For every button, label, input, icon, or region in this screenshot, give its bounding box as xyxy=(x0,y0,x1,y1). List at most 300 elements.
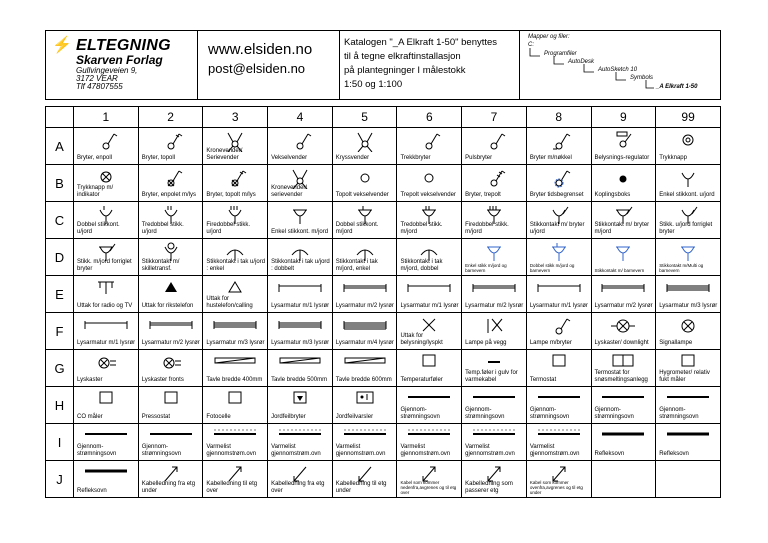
symbol-cell[interactable] xyxy=(591,276,656,313)
symbol-label: Lysarmatur m/2 lysrør xyxy=(594,303,653,309)
symbol-cell[interactable] xyxy=(138,387,203,424)
symbol-cell-content xyxy=(592,387,656,423)
symbol-cell[interactable] xyxy=(397,165,462,202)
symbol-cell-content xyxy=(268,202,332,238)
catalog-block xyxy=(340,31,520,99)
symbol-label: Stikkontakt m/Multi og barnevern xyxy=(659,263,704,273)
symbol-label: Fotocelle xyxy=(206,414,231,420)
symbol-cell[interactable] xyxy=(74,387,139,424)
symbol-cell[interactable] xyxy=(462,350,527,387)
symbol-cell[interactable] xyxy=(138,128,203,165)
symbol-cell-content xyxy=(74,128,138,164)
symbol-cell-content xyxy=(333,461,397,497)
symbol-cell-content xyxy=(139,202,203,238)
symbol-label: Uttak for rikstelefon xyxy=(141,303,194,309)
symbol-label: Gjennom-strømningsovn xyxy=(400,407,440,420)
symbol-cell[interactable] xyxy=(526,313,591,350)
symbol-label: Lampe på vegg xyxy=(465,340,507,346)
symbol-cell-content xyxy=(592,239,656,275)
symbol-cell-content xyxy=(592,276,656,312)
column-header: 4 xyxy=(268,107,333,128)
corner-cell xyxy=(46,107,74,128)
symbol-label: Kabelledning som passerer etg xyxy=(465,481,513,494)
symbol-cell-content xyxy=(74,239,138,275)
symbol-label: Lyskaster fronts xyxy=(141,377,184,383)
symbol-cell-content xyxy=(462,387,526,423)
symbol-cell-content xyxy=(203,350,267,386)
symbol-label: Enkel stikkont. m/jord xyxy=(271,229,329,235)
symbol-cell[interactable] xyxy=(397,387,462,424)
symbol-rows xyxy=(46,128,721,498)
symbol-cell-content xyxy=(656,313,720,349)
column-header: 6 xyxy=(397,107,462,128)
symbol-label: Enkel stikkont. u/jord xyxy=(659,192,715,198)
symbol-label: Lysarmatur m/1 lysrør xyxy=(271,303,330,309)
symbol-cell-content xyxy=(527,313,591,349)
address xyxy=(76,67,137,91)
symbol-cell[interactable] xyxy=(591,424,656,461)
symbol-cell-content xyxy=(592,461,656,497)
symbol-cell[interactable] xyxy=(74,424,139,461)
symbol-cell[interactable] xyxy=(138,313,203,350)
symbol-row xyxy=(46,313,721,350)
symbol-cell-content xyxy=(333,276,397,312)
symbol-label: Stikkontakt m/ barnevern xyxy=(594,268,645,273)
symbol-cell[interactable] xyxy=(203,202,268,239)
symbol-cell[interactable] xyxy=(138,202,203,239)
symbol-cell[interactable] xyxy=(591,313,656,350)
column-header: 5 xyxy=(332,107,397,128)
symbol-cell[interactable] xyxy=(332,350,397,387)
symbol-cell[interactable] xyxy=(397,239,462,276)
symbol-label: Bryter tidsbegrenset xyxy=(529,192,584,198)
symbol-label: Kabelledning til etg under xyxy=(335,481,387,494)
symbol-cell-content xyxy=(527,461,591,497)
symbol-cell[interactable] xyxy=(74,276,139,313)
symbol-cell[interactable] xyxy=(462,202,527,239)
symbol-cell-content xyxy=(139,387,203,423)
symbol-row xyxy=(46,461,721,498)
symbol-cell-content xyxy=(462,350,526,386)
symbol-cell-content xyxy=(139,128,203,164)
symbol-cell-content xyxy=(333,424,397,460)
symbol-cell[interactable] xyxy=(138,350,203,387)
symbol-label: Dobbel stikkont. u/jord xyxy=(77,222,120,235)
symbol-label: Tavle bredde 500mm xyxy=(271,377,328,383)
symbol-cell[interactable] xyxy=(591,202,656,239)
symbol-cell-content xyxy=(397,461,461,497)
symbol-cell[interactable] xyxy=(203,276,268,313)
symbol-label: Kabelledning fra etg over xyxy=(271,481,325,494)
folder-item: Symbols xyxy=(630,75,654,81)
symbol-cell-content xyxy=(203,276,267,312)
symbol-label: Uttak for hustelefon/calling xyxy=(206,296,253,309)
symbol-cell[interactable] xyxy=(268,239,333,276)
symbol-label: Kabel som kommer ovenfra,avgrenes og til etg under xyxy=(529,480,583,495)
symbol-label: Stikkontakt m/ skilletransf. xyxy=(141,259,180,272)
symbol-cell[interactable] xyxy=(74,461,139,498)
symbol-label: Varmelist gjennomstrøm.ovn xyxy=(271,444,321,457)
symbol-label: Dobbel stikkont. m/jord xyxy=(335,222,379,235)
folder-item: AutoDesk xyxy=(568,59,595,65)
symbol-cell[interactable] xyxy=(591,239,656,276)
symbol-cell[interactable] xyxy=(656,165,721,202)
symbol-cell-content xyxy=(268,461,332,497)
symbol-label: Stikkontakt i tak u/jord : enkel xyxy=(206,259,266,272)
symbol-cell[interactable] xyxy=(203,239,268,276)
symbol-cell-content xyxy=(333,313,397,349)
symbol-cell-content xyxy=(462,313,526,349)
symbol-label: Kryssvender xyxy=(335,155,370,161)
symbol-cell[interactable] xyxy=(74,202,139,239)
company-name: ELTEGNING xyxy=(76,37,171,54)
symbol-cell[interactable] xyxy=(268,387,333,424)
column-header-row xyxy=(46,107,721,128)
symbol-row xyxy=(46,165,721,202)
symbol-cell[interactable] xyxy=(397,313,462,350)
symbol-cell-content xyxy=(462,276,526,312)
symbol-label: Bryter, topoll xyxy=(141,155,176,161)
folder-title: Mapper og filer: xyxy=(528,34,570,40)
symbol-cell[interactable] xyxy=(332,239,397,276)
catalog-line: til å tegne elkraftinstallasjon xyxy=(344,51,461,62)
symbol-label: Hygrometer/ relativ fukt måler xyxy=(659,370,710,383)
symbol-label: Lysarmatur m/1 lysrør xyxy=(529,303,588,309)
symbol-cell-content xyxy=(397,387,461,423)
website-link[interactable]: www.elsiden.no xyxy=(208,41,313,58)
symbol-cell-content xyxy=(203,128,267,164)
symbol-label: Trepolt vekselvender xyxy=(400,192,456,198)
symbol-cell-content xyxy=(268,239,332,275)
symbol-cell-content xyxy=(397,350,461,386)
symbol-cell-content xyxy=(333,239,397,275)
symbol-cell[interactable] xyxy=(526,239,591,276)
symbol-label: Gjennom-strømningsovn xyxy=(77,444,117,457)
symbol-cell-content xyxy=(203,202,267,238)
symbol-cell[interactable] xyxy=(397,461,462,498)
symbol-cell[interactable] xyxy=(203,461,268,498)
row-header: B xyxy=(46,165,74,202)
symbol-cell[interactable] xyxy=(138,239,203,276)
symbol-label: CO måler xyxy=(77,414,103,420)
symbol-cell-content xyxy=(592,313,656,349)
symbol-cell[interactable] xyxy=(656,202,721,239)
symbol-cell-content xyxy=(527,202,591,238)
symbol-cell[interactable] xyxy=(462,128,527,165)
symbol-cell-content xyxy=(397,424,461,460)
symbol-label: Lyskaster xyxy=(77,377,103,383)
symbol-cell[interactable] xyxy=(203,424,268,461)
symbol-cell[interactable] xyxy=(526,128,591,165)
symbol-label: Belysnings-regulator xyxy=(594,155,650,161)
symbol-label: Temp.føler i gulv for varmekabel xyxy=(465,370,518,383)
symbol-cell[interactable] xyxy=(462,239,527,276)
symbol-label: Uttak for radio og TV xyxy=(77,303,133,309)
symbol-cell[interactable] xyxy=(591,128,656,165)
catalog-line: 1:50 og 1:100 xyxy=(344,79,403,90)
symbol-table xyxy=(45,106,721,498)
symbol-label: Signallampe xyxy=(659,340,693,346)
symbol-label: Stikkontakt m/ bryter u/jord xyxy=(529,222,585,235)
symbol-cell[interactable] xyxy=(138,165,203,202)
symbol-cell[interactable] xyxy=(138,424,203,461)
symbol-row xyxy=(46,387,721,424)
symbol-cell[interactable] xyxy=(138,276,203,313)
symbol-label: Dobbel stikk m/jord og barnevern xyxy=(529,263,575,273)
row-header: C xyxy=(46,202,74,239)
symbol-cell-content xyxy=(203,313,267,349)
symbol-cell-content xyxy=(656,202,720,238)
symbol-cell-content xyxy=(656,276,720,312)
symbol-cell[interactable] xyxy=(332,313,397,350)
symbol-cell[interactable] xyxy=(462,165,527,202)
symbol-cell-content xyxy=(333,165,397,201)
symbol-cell[interactable] xyxy=(74,165,139,202)
symbol-cell-content xyxy=(656,350,720,386)
symbol-cell[interactable] xyxy=(332,128,397,165)
symbol-cell[interactable] xyxy=(656,461,721,498)
symbol-cell-content xyxy=(656,128,720,164)
symbol-cell[interactable] xyxy=(203,128,268,165)
symbol-cell-content xyxy=(527,350,591,386)
symbol-cell[interactable] xyxy=(526,202,591,239)
column-header: 1 xyxy=(74,107,139,128)
symbol-cell-content xyxy=(527,165,591,201)
symbol-cell[interactable] xyxy=(397,424,462,461)
address-line: Gullvingeveien 9, xyxy=(76,66,138,75)
symbol-cell-content xyxy=(268,350,332,386)
symbol-cell-content xyxy=(397,202,461,238)
symbol-cell[interactable] xyxy=(591,461,656,498)
symbol-cell-content xyxy=(203,165,267,201)
symbol-cell-content xyxy=(527,387,591,423)
symbol-cell-content xyxy=(397,165,461,201)
symbol-label: Enkel stikk m/jord og barnevern xyxy=(465,263,507,273)
symbol-cell[interactable] xyxy=(656,424,721,461)
row-header: I xyxy=(46,424,74,461)
logo-block xyxy=(46,31,198,99)
folder-item: AutoSketch 10 xyxy=(598,67,638,73)
symbol-cell-content xyxy=(397,276,461,312)
symbol-label: Stikkontakt i tak m/jord, enkel xyxy=(335,259,378,272)
symbol-cell[interactable] xyxy=(268,350,333,387)
symbol-cell[interactable] xyxy=(656,128,721,165)
column-header: 9 xyxy=(591,107,656,128)
symbol-label: Lampe m/bryter xyxy=(529,340,572,346)
symbol-label: Pressostat xyxy=(141,414,171,420)
symbol-cell[interactable] xyxy=(203,165,268,202)
symbol-cell[interactable] xyxy=(591,165,656,202)
symbol-cell-content xyxy=(592,202,656,238)
symbol-label: Refleksovn xyxy=(594,451,625,457)
folder-item: _A Elkraft 1-50 xyxy=(656,84,698,90)
symbol-cell-content xyxy=(74,461,138,497)
symbol-cell[interactable] xyxy=(332,461,397,498)
symbol-cell[interactable] xyxy=(268,424,333,461)
symbol-label: Varmelist gjennomstrøm.ovn xyxy=(400,444,451,457)
symbol-cell[interactable] xyxy=(397,202,462,239)
symbol-label: Gjennom-strømningsovn xyxy=(465,407,505,420)
symbol-label: Uttak for belysning/lyspkt xyxy=(400,333,443,346)
symbol-cell[interactable] xyxy=(526,424,591,461)
symbol-label: Trekkbryter xyxy=(400,155,431,161)
symbol-label: Varmelist gjennomstrøm.ovn xyxy=(465,444,515,457)
row-header: G xyxy=(46,350,74,387)
column-header: 2 xyxy=(138,107,203,128)
column-header: 99 xyxy=(656,107,721,128)
symbol-cell[interactable] xyxy=(332,424,397,461)
symbol-label: Lyskaster/ downlight xyxy=(594,340,649,346)
symbol-cell[interactable] xyxy=(591,350,656,387)
symbol-cell-content xyxy=(139,165,203,201)
symbol-cell[interactable] xyxy=(268,461,333,498)
symbol-label: Lysarmatur m/3 lysrør xyxy=(659,303,718,309)
row-header: D xyxy=(46,239,74,276)
symbol-cell-content xyxy=(268,424,332,460)
symbol-cell[interactable] xyxy=(462,461,527,498)
symbol-cell-content xyxy=(592,350,656,386)
symbol-cell-content xyxy=(333,202,397,238)
symbol-label: Jordfeilbryter xyxy=(271,414,306,420)
symbol-cell[interactable] xyxy=(268,165,333,202)
symbol-cell-content xyxy=(527,276,591,312)
symbol-cell[interactable] xyxy=(397,276,462,313)
symbol-label: Lysarmatur m/1 lysrør xyxy=(400,303,459,309)
symbol-cell-content xyxy=(74,165,138,201)
symbol-label: Bryter m/nøkkel xyxy=(529,155,572,161)
symbol-cell[interactable] xyxy=(526,276,591,313)
publisher-name: Skarven Forlag xyxy=(76,53,163,67)
symbol-cell[interactable] xyxy=(526,165,591,202)
symbol-cell[interactable] xyxy=(656,350,721,387)
symbol-row xyxy=(46,239,721,276)
row-header: A xyxy=(46,128,74,165)
symbol-cell[interactable] xyxy=(462,276,527,313)
symbol-cell-content xyxy=(462,128,526,164)
symbol-row xyxy=(46,350,721,387)
symbol-cell-content xyxy=(74,202,138,238)
symbol-label: Trykknapp m/ indikator xyxy=(77,185,114,198)
symbol-label: Koplingsboks xyxy=(594,192,631,198)
symbol-row xyxy=(46,276,721,313)
row-header: H xyxy=(46,387,74,424)
symbol-cell-content xyxy=(592,128,656,164)
symbol-cell-content xyxy=(397,239,461,275)
column-header: 3 xyxy=(203,107,268,128)
symbol-cell-content xyxy=(139,239,203,275)
symbol-label: Termostat for snøsmeltingsanlegg xyxy=(594,370,648,383)
symbol-label: Varmelist gjennomstrøm.ovn xyxy=(206,444,257,457)
symbol-cell[interactable] xyxy=(656,313,721,350)
symbol-cell-content xyxy=(527,424,591,460)
symbol-label: Kabelledning fra etg under xyxy=(141,481,196,494)
symbol-label: Lysarmatur m/1 lysrør xyxy=(77,340,136,346)
symbol-cell-content xyxy=(592,424,656,460)
symbol-cell[interactable] xyxy=(462,387,527,424)
symbol-label: Stikkontakt m/ bryter m/jord xyxy=(594,222,650,235)
symbol-label: Firedobbel stikk. m/jord xyxy=(465,222,509,235)
symbol-cell[interactable] xyxy=(526,387,591,424)
symbol-cell[interactable] xyxy=(203,350,268,387)
symbol-cell[interactable] xyxy=(397,350,462,387)
symbol-cell-content xyxy=(203,424,267,460)
symbol-cell-content xyxy=(462,165,526,201)
symbol-label: Bryter, enpoll xyxy=(77,155,113,161)
symbol-cell-content xyxy=(462,461,526,497)
symbol-cell[interactable] xyxy=(656,387,721,424)
symbol-label: Temperaturføler xyxy=(400,377,443,383)
symbol-cell-content xyxy=(139,313,203,349)
symbol-cell[interactable] xyxy=(74,239,139,276)
symbol-cell[interactable] xyxy=(268,276,333,313)
symbol-cell[interactable] xyxy=(332,276,397,313)
symbol-cell[interactable] xyxy=(268,128,333,165)
symbol-label: Kabelledning til etg over xyxy=(206,481,258,494)
symbol-cell[interactable] xyxy=(656,239,721,276)
row-header: F xyxy=(46,313,74,350)
row-header: E xyxy=(46,276,74,313)
symbol-cell[interactable] xyxy=(397,128,462,165)
column-header: 8 xyxy=(526,107,591,128)
symbol-cell-content xyxy=(268,387,332,423)
symbol-cell-content xyxy=(397,128,461,164)
symbol-cell[interactable] xyxy=(462,313,527,350)
symbol-cell-content xyxy=(268,276,332,312)
symbol-cell-content xyxy=(74,387,138,423)
symbol-cell[interactable] xyxy=(268,202,333,239)
symbol-label: Tredobbel stikk. m/jord xyxy=(400,222,443,235)
symbol-label: Bryter, topolt m/lys xyxy=(206,192,256,198)
symbol-label: Varmelist gjennomstrøm.ovn xyxy=(335,444,386,457)
symbol-cell[interactable] xyxy=(332,387,397,424)
symbol-cell-content xyxy=(139,350,203,386)
symbol-cell[interactable] xyxy=(656,276,721,313)
symbol-label: Lysarmatur m/4 lysrør xyxy=(335,340,394,346)
symbol-cell[interactable] xyxy=(462,424,527,461)
symbol-row xyxy=(46,128,721,165)
symbol-label: Kabel som kommer nedenfra,avgrenes og til etg over xyxy=(400,480,457,495)
symbol-cell-content xyxy=(203,239,267,275)
symbol-cell[interactable] xyxy=(526,350,591,387)
symbol-cell[interactable] xyxy=(332,165,397,202)
symbol-row xyxy=(46,424,721,461)
symbol-label: Trykknapp xyxy=(659,155,687,161)
symbol-cell[interactable] xyxy=(203,313,268,350)
symbol-cell[interactable] xyxy=(203,387,268,424)
symbol-cell-content xyxy=(462,202,526,238)
symbol-cell-content xyxy=(656,239,720,275)
symbol-cell[interactable] xyxy=(268,313,333,350)
symbol-label: Lysarmatur m/2 lysrør xyxy=(465,303,524,309)
symbol-label: Lysarmatur m/3 lysrør xyxy=(206,340,265,346)
symbol-cell[interactable] xyxy=(332,202,397,239)
email-link[interactable]: post@elsiden.no xyxy=(208,61,306,76)
address-line: 3172 VEAR xyxy=(76,74,118,83)
symbol-label: Pulsbryter xyxy=(465,155,493,161)
symbol-cell[interactable] xyxy=(138,461,203,498)
symbol-cell[interactable] xyxy=(74,350,139,387)
symbol-cell-content xyxy=(139,424,203,460)
symbol-cell[interactable] xyxy=(74,313,139,350)
symbol-cell[interactable] xyxy=(74,128,139,165)
symbol-cell-content xyxy=(74,424,138,460)
symbol-label: Tredobbel stikk. u/jord xyxy=(141,222,184,235)
symbol-cell-content xyxy=(397,313,461,349)
symbol-cell[interactable] xyxy=(526,461,591,498)
symbol-label: Lysarmatur m/2 lysrør xyxy=(335,303,394,309)
symbol-cell[interactable] xyxy=(591,387,656,424)
symbol-label: Lysarmatur m/2 lysrør xyxy=(141,340,200,346)
